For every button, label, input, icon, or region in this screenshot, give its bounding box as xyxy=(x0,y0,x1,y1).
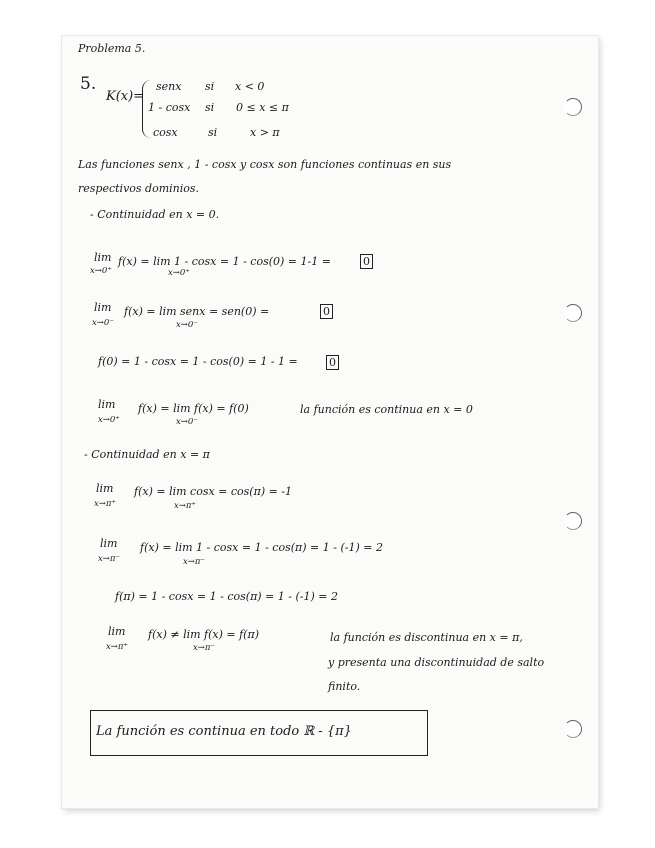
f-pi-expr: f(π) = 1 - cosx = 1 - cos(π) = 1 - (-1) = 2 xyxy=(115,590,339,603)
discontinuity-inequality-expr: f(x) ≠ lim f(x) = f(π) xyxy=(148,628,259,641)
intro-line-1: Las funciones senx , 1 - cosx y cosx son funciones continuas en sus xyxy=(78,158,452,171)
lim-subscript: x→0⁺ xyxy=(168,268,190,278)
lim-left-pi-expr: f(x) = lim 1 - cosx = 1 - cos(π) = 1 - (-1) = 2 xyxy=(140,541,383,554)
case-1-si: si xyxy=(205,80,215,93)
lim-label: lim xyxy=(100,537,118,550)
lim-subscript: x→π⁻ xyxy=(193,643,215,653)
lim-label: lim xyxy=(94,301,112,314)
discontinuity-conclusion-1: la función es discontinua en x = π, xyxy=(330,631,523,644)
result-box: 0 xyxy=(360,255,373,268)
binder-hole xyxy=(564,98,582,116)
discontinuity-conclusion-2: y presenta una discontinuidad de salto xyxy=(328,656,545,669)
lim-right-zero-expr: f(x) = lim 1 - cosx = 1 - cos(0) = 1-1 = xyxy=(118,255,331,268)
lim-subscript: x→π⁻ xyxy=(98,554,120,564)
lim-subscript: x→π⁺ xyxy=(94,499,116,509)
lim-subscript: x→0⁻ xyxy=(92,318,114,328)
case-3-expr: cosx xyxy=(153,126,178,139)
lim-subscript: x→0⁻ xyxy=(176,320,198,330)
case-1-expr: senx xyxy=(156,80,182,93)
lim-subscript: x→π⁺ xyxy=(174,501,196,511)
lim-subscript: x→0⁺ xyxy=(98,415,120,425)
binder-hole xyxy=(564,304,582,322)
binder-hole xyxy=(564,512,582,530)
case-3-cond: x > π xyxy=(250,126,280,139)
result-box: 0 xyxy=(326,356,339,369)
case-2-si: si xyxy=(205,101,215,114)
continuity-conclusion: la función es continua en x = 0 xyxy=(300,403,473,416)
discontinuity-conclusion-3: finito. xyxy=(328,680,361,693)
continuity-equality-expr: f(x) = lim f(x) = f(0) xyxy=(138,402,249,415)
section-2-title: - Continuidad en x = π xyxy=(84,448,210,461)
lim-left-zero-expr: f(x) = lim senx = sen(0) = xyxy=(124,305,270,318)
lim-subscript: x→0⁺ xyxy=(90,266,112,276)
lim-subscript: x→π⁻ xyxy=(183,557,205,567)
problem-label: Problema 5. xyxy=(78,42,146,55)
case-2-expr: 1 - cosx xyxy=(148,101,191,114)
problem-number: 5. xyxy=(80,74,97,94)
lim-label: lim xyxy=(108,625,126,638)
intro-line-2: respectivos dominios. xyxy=(78,182,200,195)
case-1-cond: x < 0 xyxy=(235,80,265,93)
case-3-si: si xyxy=(208,126,218,139)
binder-hole xyxy=(564,720,582,738)
lim-label: lim xyxy=(96,482,114,495)
lim-right-pi-expr: f(x) = lim cosx = cos(π) = -1 xyxy=(134,485,293,498)
f-zero-expr: f(0) = 1 - cosx = 1 - cos(0) = 1 - 1 = xyxy=(98,355,298,368)
lim-label: lim xyxy=(98,398,116,411)
result-box: 0 xyxy=(320,305,333,318)
final-answer-text: La función es continua en todo ℝ - {π} xyxy=(96,724,352,739)
lim-subscript: x→0⁻ xyxy=(176,417,198,427)
lim-label: lim xyxy=(94,251,112,264)
lim-subscript: x→π⁺ xyxy=(106,642,128,652)
case-2-cond: 0 ≤ x ≤ π xyxy=(236,101,289,114)
function-name: K(x)= xyxy=(106,89,145,104)
section-1-title: - Continuidad en x = 0. xyxy=(90,208,220,221)
